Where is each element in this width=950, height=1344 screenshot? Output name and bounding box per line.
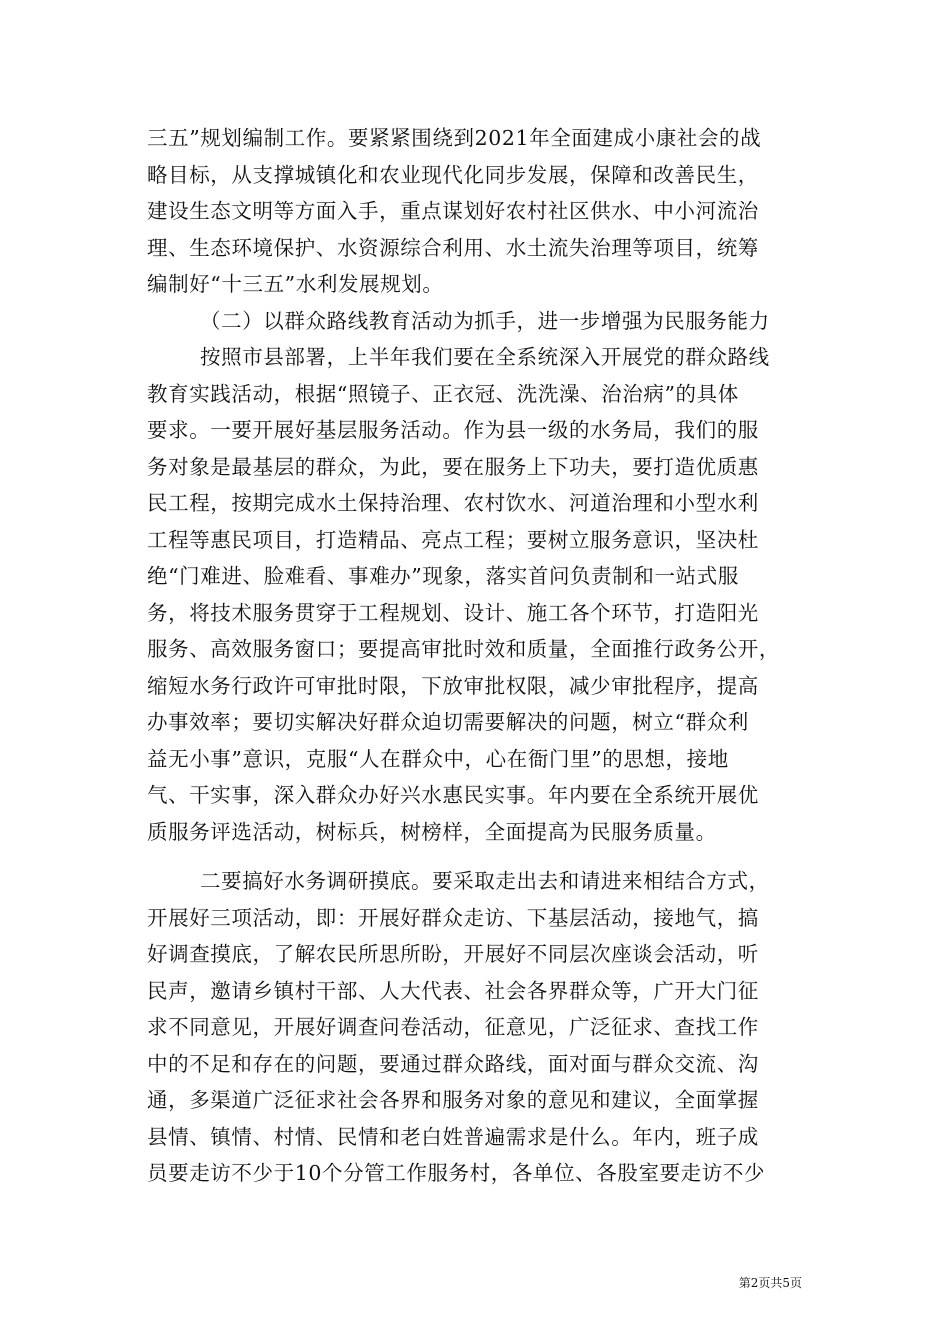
text-line: 教育实践活动，根据“照镜子、正衣冠、洗洗澡、治治病”的具体 xyxy=(147,382,739,406)
text-line: 气、干实事，深入群众办好兴水惠民实事。年内要在全系统开展优 xyxy=(147,783,759,807)
text-line: 通，多渠道广泛征求社会各界和服务对象的意见和建议，全面掌握 xyxy=(147,1088,759,1112)
text-line: 质服务评选活动，树标兵，树榜样，全面提高为民服务质量。 xyxy=(147,820,717,844)
section-heading: （二）以群众路线教育活动为抓手，进一步增强为民服务能力 xyxy=(200,309,770,333)
text-line: 工程等惠民项目，打造精品、亮点工程；要树立服务意识，坚决杜 xyxy=(147,528,759,552)
text-line: 略目标，从支撑城镇化和农业现代化同步发展，保障和改善民生， xyxy=(147,163,759,187)
text-line: 务，将技术服务贯穿于工程规划、设计、施工各个环节，打造阳光 xyxy=(147,601,759,625)
paragraph-first-line: 按照市县部署，上半年我们要在全系统深入开展党的群众路线 xyxy=(200,345,770,369)
text-line: 开展好三项活动，即：开展好群众走访、下基层活动，接地气，搞 xyxy=(147,906,759,930)
text-line: 员要走访不少于10个分管工作服务村，各单位、各股室要走访不少 xyxy=(147,1161,766,1185)
text-line: 编制好“十三五”水利发展规划。 xyxy=(147,272,444,296)
text-line: 中的不足和存在的问题，要通过群众路线，面对面与群众交流、沟 xyxy=(147,1052,759,1076)
text-line: 绝“门难进、脸难看、事难办”现象，落实首问负责制和一站式服 xyxy=(147,564,739,588)
text-line: 要求。一要开展好基层服务活动。作为县一级的水务局，我们的服 xyxy=(147,418,759,442)
text-line: 理、生态环境保护、水资源综合利用、水土流失治理等项目，统筹 xyxy=(147,236,759,260)
page-number-footer: 第2页共5页 xyxy=(738,1276,802,1290)
text-line: 缩短水务行政许可审批时限，下放审批权限，减少审批程序，提高 xyxy=(147,674,759,698)
text-line: 务对象是最基层的群众，为此，要在服务上下功夫，要打造优质惠 xyxy=(147,455,759,479)
paragraph-first-line: 二要搞好水务调研摸底。要采取走出去和请进来相结合方式， xyxy=(200,869,770,893)
text-line: 三五”规划编制工作。要紧紧围绕到2021年全面建成小康社会的战 xyxy=(147,126,762,150)
text-line: 民工程，按期完成水土保持治理、农村饮水、河道治理和小型水利 xyxy=(147,491,759,515)
text-line: 民声，邀请乡镇村干部、人大代表、社会各界群众等，广开大门征 xyxy=(147,979,759,1003)
text-line: 益无小事”意识，克服“人在群众中，心在衙门里”的思想，接地 xyxy=(147,747,729,771)
text-line: 办事效率；要切实解决好群众迫切需要解决的问题，树立“群众利 xyxy=(147,710,749,734)
text-line: 求不同意见，开展好调查问卷活动，征意见，广泛征求、查找工作 xyxy=(147,1015,759,1039)
text-line: 服务、高效服务窗口；要提高审批时效和质量，全面推行政务公开， xyxy=(147,637,780,661)
text-line: 县情、镇情、村情、民情和老白姓普遍需求是什么。年内，班子成 xyxy=(147,1125,759,1149)
text-line: 好调查摸底，了解农民所思所盼，开展好不同层次座谈会活动，听 xyxy=(147,942,759,966)
text-line: 建设生态文明等方面入手，重点谋划好农村社区供水、中小河流治 xyxy=(147,199,759,223)
